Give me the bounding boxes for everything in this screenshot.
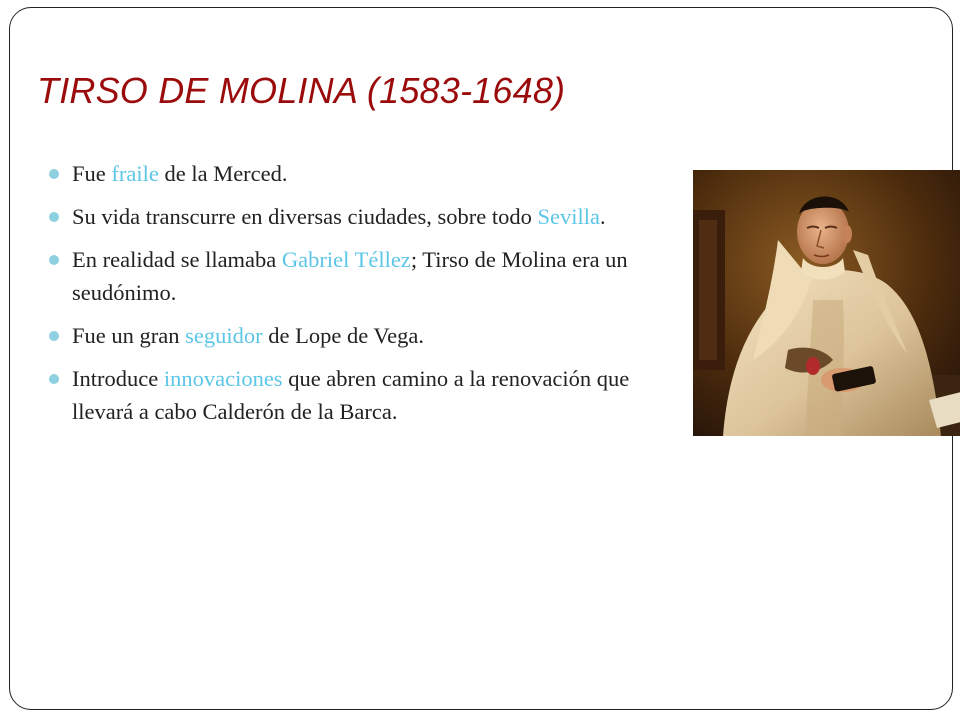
highlighted-term: Sevilla	[537, 204, 600, 229]
bullet-text: ; Tirso de Molina era un seudónimo.	[72, 247, 628, 305]
bullet-text: Introduce	[72, 366, 164, 391]
highlighted-term: seguidor	[185, 323, 263, 348]
bullet-item	[48, 243, 668, 309]
slide-title: TIRSO DE MOLINA (1583-1648)	[37, 70, 566, 111]
bullet-item	[48, 200, 668, 233]
bullet-text: Fue un gran	[72, 323, 186, 348]
bullet-text: En realidad se llamaba	[72, 247, 282, 272]
highlighted-term: Gabriel Téllez	[281, 247, 411, 272]
highlighted-term: innovaciones	[163, 366, 283, 391]
bullet-text: de Lope de Vega.	[262, 323, 425, 348]
bullet-text: Fue	[72, 161, 112, 186]
bullet-text: .	[600, 204, 606, 229]
bullet-item	[48, 319, 668, 352]
bullet-text: Su vida transcurre en diversas ciudades, sobre todo	[72, 204, 538, 229]
bullet-text: de la Merced.	[158, 161, 288, 186]
portrait-image	[693, 170, 960, 436]
highlighted-term: fraile	[111, 161, 159, 186]
bullet-list	[48, 157, 668, 438]
bullet-text: que abren camino a la renovación que llevará a cabo Calderón de la Barca.	[72, 366, 630, 424]
bullet-item	[48, 362, 668, 428]
bullet-item	[48, 157, 668, 190]
